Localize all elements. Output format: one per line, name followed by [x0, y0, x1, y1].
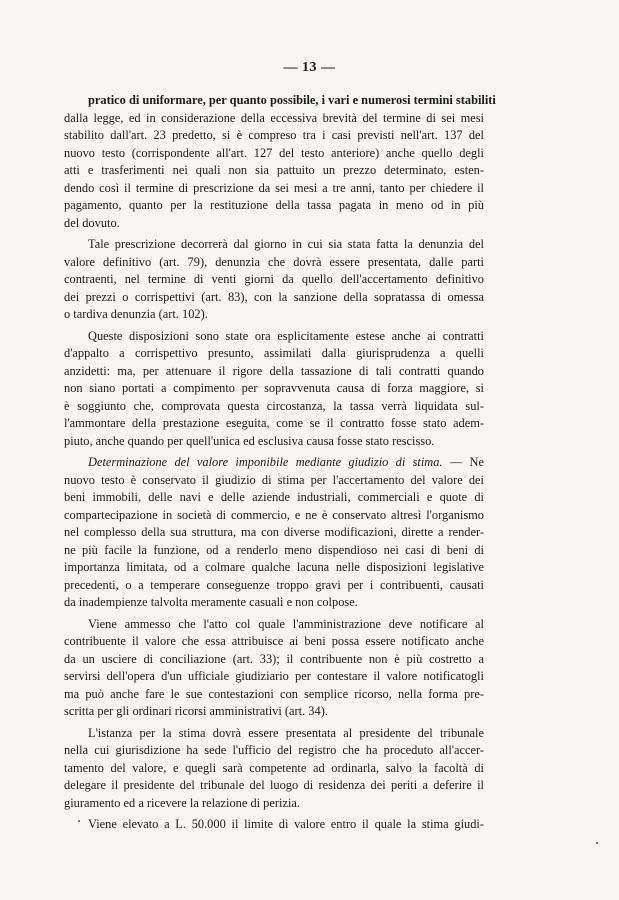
text-line: dalla legge, ed in considerazione della eccessiva brevità del termine di sei mesi: [64, 110, 484, 125]
text-line: nella cui giurisdizione ha sede l'ufficio del registro che ha proceduto all'accer-: [64, 743, 484, 757]
paragraph: [64, 616, 484, 721]
text-line: ma può anche fare le sue contestazioni con semplice ricorso, nella forma pre-: [64, 686, 484, 701]
text-line: atti e trasferimenti nei quali non sia pattuito un prezzo determinato, esten-: [64, 163, 484, 177]
section-heading: Determinazione del valore imponibile mediante giudizio di stima.: [88, 455, 443, 469]
text-line: beni immobili, delle navi e delle aziende industriali, commerciali e quote di: [64, 490, 484, 504]
text-line: tamento del valore, e quegli sarà competente ad ordinarla, salvo la facoltà di: [64, 760, 484, 775]
text-line: pagamento, quanto per la restituzione della tassa pagata in meno od in più: [64, 198, 484, 212]
text-line: precedenti, o a temperare conseguenze troppo gravi per i contribuenti, causati: [64, 577, 484, 592]
text-line: Tale prescrizione decorrerà dal giorno in cui sia stata fatta la denunzia del: [88, 237, 484, 251]
text-line: importanza limitata, od a colmare qualche lacuna nelle disposizioni legislative: [64, 560, 484, 574]
text-line: anzidetti: ma, per attenuare il rigore della tassazione di tali contratti quando: [64, 363, 484, 378]
text-line: ne più facile la funzione, od a renderlo meno dispendioso nei casi di beni di: [64, 542, 484, 557]
text-line: Queste disposizioni sono state ora esplicitamente estese anche ai contratti: [88, 328, 484, 343]
heading-continuation: — Ne: [442, 455, 484, 469]
text-line: d'appalto a corrispettivo presunto, assimilati dalla giurisprudenza a quelli: [64, 346, 484, 360]
text-line: contribuente il valore che essa attribuisce ai beni possa essere notificato anche: [64, 634, 484, 648]
page-number: — 13 —: [283, 60, 336, 75]
text-line: giuramento ed a ricevere la relazione di perizia.: [64, 795, 300, 810]
text-line: dei prezzi o corrispettivi (art. 83), con la sanzione della sopratassa di omessa: [64, 289, 484, 304]
scan-speck: [596, 842, 598, 844]
text-line: pratico di uniformare, per quanto possibile, i vari e numerosi termini stabiliti: [88, 93, 496, 107]
text-line: nel complesso della sua struttura, ma con diverse modificazioni, dirette a render-: [64, 525, 484, 539]
text-line: [64, 454, 484, 472]
text-line: del dovuto.: [64, 215, 120, 230]
text-line: delegare il presidente del tribunale del luogo di residenza dei periti a deferire il: [64, 778, 484, 792]
text-line: da inadempienze talvolta meramente casuali e non colpose.: [64, 595, 358, 609]
text-line: è soggiunto che, comprovata questa circostanza, la tassa verrà liquidata sul-: [64, 398, 484, 413]
paragraph: [64, 328, 484, 451]
text-line: l'ammontare della prestazione eseguita, come se il contratto fosse stato adem-: [64, 416, 484, 430]
paragraph: [64, 92, 496, 232]
paragraph: [64, 236, 484, 324]
text-line: nuovo testo è conservato il giudizio di stima per l'accertamento del valore dei: [64, 472, 484, 487]
text-line: piuto, anche quando per quell'unica ed esclusiva causa fosse stato rescisso.: [64, 433, 435, 448]
text-line: servirsi dell'opera d'un ufficiale giudiziario per contestare il valore notificatogli: [64, 669, 484, 683]
text-line: da un usciere di conciliazione (art. 33); il contribuente non è più costretto a: [64, 651, 484, 666]
text-line: Viene elevato a L. 50.000 il limite di valore entro il quale la stima giudi-: [88, 817, 484, 831]
text-line: L'istanza per la stima dovrà essere presentata al presidente del tribunale: [88, 725, 484, 740]
text-line: stabilito dall'art. 23 predetto, si è compreso tra i casi previsti nell'art. 137 del: [64, 128, 484, 142]
text-line: valore definitivo (art. 79), denunzia che dovrà essere presentata, dalle parti: [64, 254, 484, 269]
text-line: compartecipazione in società di commercio, e ne è conservato altresì l'organismo: [64, 507, 484, 522]
paragraph: [64, 816, 484, 834]
text-line: scritta per gli ordinari ricorsi amministrativi (art. 34).: [64, 704, 328, 718]
text-line: Viene ammesso che l'atto col quale l'amministrazione deve notificare al: [88, 616, 484, 631]
text-line: non siano portati a compimento per sopravvenuta causa di forza maggiore, si: [64, 381, 484, 395]
scan-speck: [78, 820, 80, 822]
paragraph: [64, 725, 484, 813]
text-line: dendo così il termine di prescrizione da sei mesi a tre anni, tanto per chiedere il: [64, 180, 484, 195]
paragraph: [64, 454, 484, 612]
text-line: nuovo testo (corrispondente all'art. 127 del testo anteriore) anche quello degli: [64, 145, 484, 160]
body-text: [64, 92, 496, 838]
text-line: contraenti, nel termine di venti giorni da quello dell'accertamento definitivo: [64, 272, 484, 286]
text-line: o tardiva denunzia (art. 102).: [64, 307, 208, 321]
